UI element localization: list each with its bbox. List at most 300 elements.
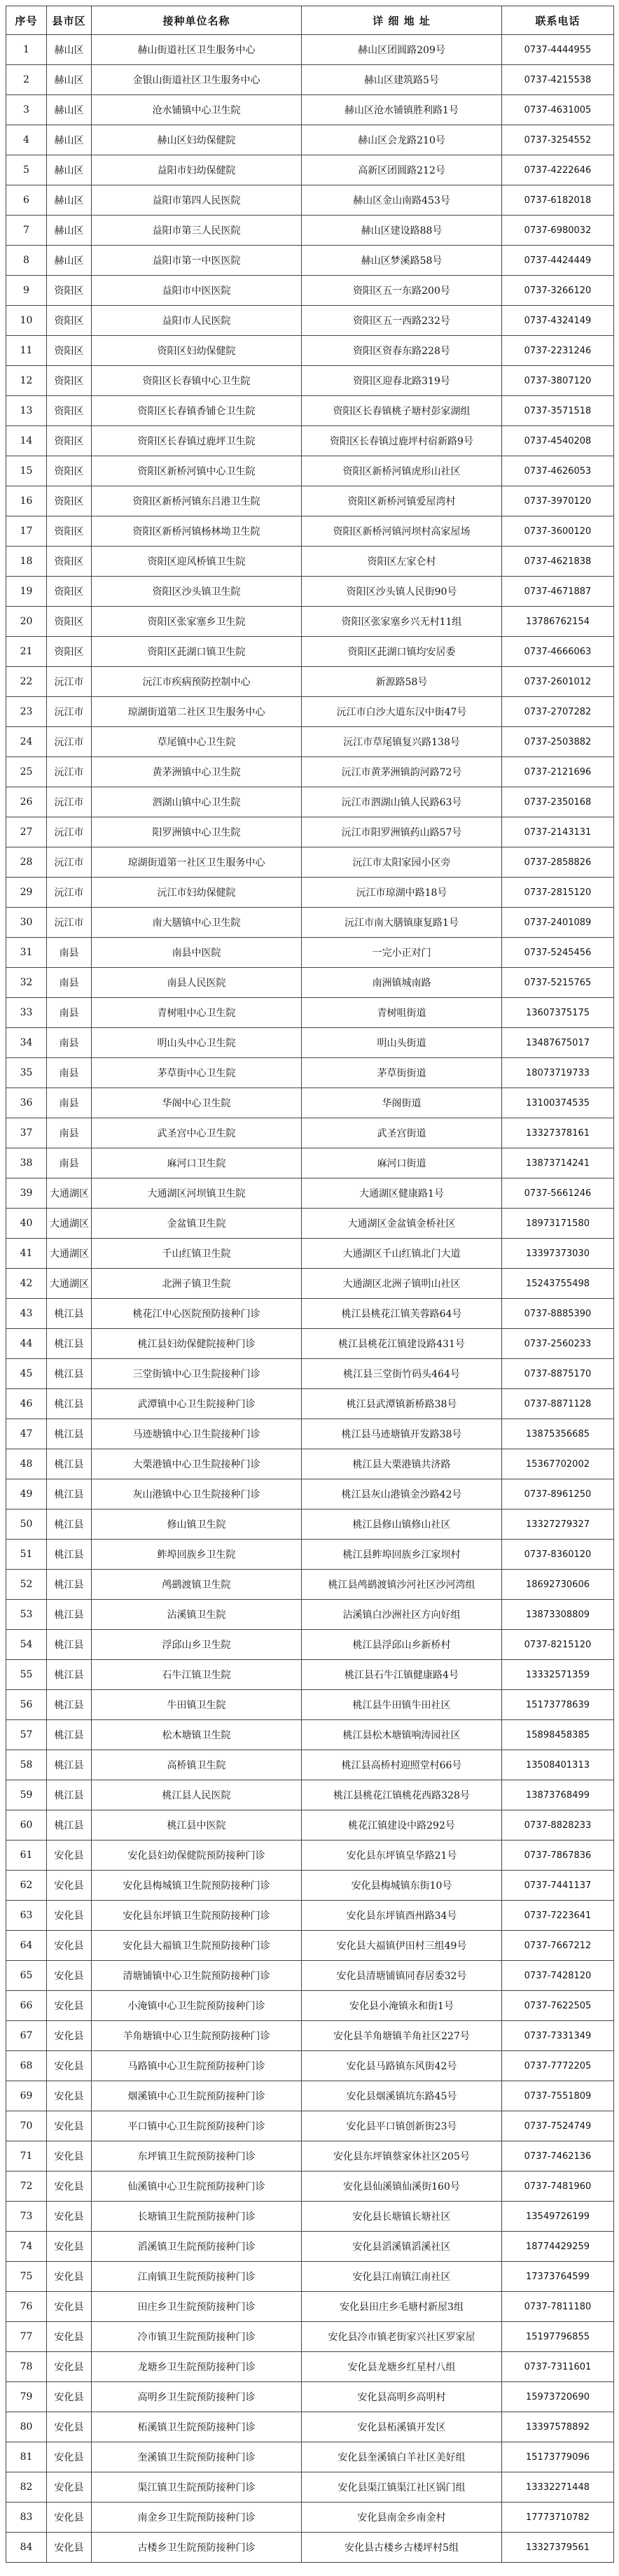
phone-cell: 0737-2121696 [502,757,614,787]
unit-name-cell: 明山头中心卫生院 [92,1028,302,1058]
serial-number-cell: 20 [6,607,47,637]
address-cell: 资阳区茈湖口镇均安居委 [302,637,502,667]
phone-cell: 0737-7667212 [502,1931,614,1961]
district-cell: 南县 [47,968,92,998]
district-cell: 赫山区 [47,185,92,216]
phone-cell: 17373764599 [502,2262,614,2292]
serial-number-cell: 26 [6,787,47,817]
table-row [6,35,614,65]
header-serial-number: 序号 [6,6,47,35]
table-row [6,2172,614,2202]
table-row [6,1570,614,1600]
district-cell: 沅江市 [47,757,92,787]
table-row [6,2262,614,2292]
district-cell: 桃江县 [47,1359,92,1389]
address-cell: 大通湖区健康路1号 [302,1178,502,1209]
address-cell: 资阳区张家塞乡兴无村11组 [302,607,502,637]
table-header [6,6,614,35]
serial-number-cell: 4 [6,125,47,155]
unit-name-cell: 龙塘乡卫生院预防接种门诊 [92,2352,302,2382]
district-cell: 赫山区 [47,246,92,276]
district-cell: 资阳区 [47,456,92,486]
phone-cell: 0737-2858826 [502,847,614,878]
phone-cell: 13786762154 [502,607,614,637]
phone-cell: 0737-7772205 [502,2051,614,2081]
phone-cell: 0737-7331349 [502,2021,614,2051]
unit-name-cell: 桃花江中心医院预防接种门诊 [92,1299,302,1329]
table-row [6,1389,614,1419]
table-row [6,1540,614,1570]
unit-name-cell: 长塘镇卫生院预防接种门诊 [92,2202,302,2232]
table-row [6,2232,614,2262]
unit-name-cell: 麻河口卫生院 [92,1148,302,1178]
table-row [6,1871,614,1901]
unit-name-cell: 资阳区长春镇过鹿坪卫生院 [92,426,302,456]
address-cell: 安化县清塘铺镇同春居委32号 [302,1961,502,1991]
unit-name-cell: 马路镇中心卫生院预防接种门诊 [92,2051,302,2081]
district-cell: 安化县 [47,2352,92,2382]
address-cell: 安化县梅城镇东街10号 [302,1871,502,1901]
serial-number-cell: 55 [6,1660,47,1690]
table-row [6,1359,614,1389]
table-row [6,2081,614,2111]
district-cell: 桃江县 [47,1509,92,1540]
address-cell: 安化县高明乡高明村 [302,2382,502,2412]
address-cell: 武圣宫街道 [302,1118,502,1148]
phone-cell: 0737-3254552 [502,125,614,155]
address-cell: 沅江市南大膳镇康复路1号 [302,908,502,938]
district-cell: 安化县 [47,2172,92,2202]
address-cell: 桃江县桃花江镇桃花西路328号 [302,1780,502,1810]
phone-cell: 0737-8215120 [502,1630,614,1660]
address-cell: 赫山区建设路88号 [302,216,502,246]
address-cell: 资阳区长春镇桃子塘村彭家湖组 [302,396,502,426]
address-cell: 安化县小淹镇永和街1号 [302,1991,502,2021]
phone-cell: 0737-4215538 [502,65,614,95]
unit-name-cell: 柘溪镇卫生院预防接种门诊 [92,2412,302,2442]
table-row [6,1690,614,1720]
table-row [6,2202,614,2232]
address-cell: 安化县冷市镇老街家兴社区罗家屋 [302,2322,502,2352]
address-cell: 安化县东坪镇蔡家休社区205号 [302,2141,502,2172]
serial-number-cell: 2 [6,65,47,95]
serial-number-cell: 78 [6,2352,47,2382]
serial-number-cell: 57 [6,1720,47,1750]
table-row [6,1961,614,1991]
unit-name-cell: 三堂街镇中心卫生院接种门诊 [92,1359,302,1389]
table-row [6,1269,614,1299]
phone-cell: 13332571359 [502,1660,614,1690]
table-row [6,1239,614,1269]
address-cell: 安化县长塘镇长塘社区 [302,2202,502,2232]
table-row [6,1419,614,1449]
table-row [6,516,614,547]
phone-cell: 0737-7462136 [502,2141,614,2172]
serial-number-cell: 79 [6,2382,47,2412]
table-row [6,2412,614,2442]
serial-number-cell: 23 [6,697,47,727]
table-row [6,637,614,667]
district-cell: 桃江县 [47,1389,92,1419]
district-cell: 南县 [47,1148,92,1178]
phone-cell: 0737-3266120 [502,276,614,306]
address-cell: 安化县烟溪镇坑东路45号 [302,2081,502,2111]
serial-number-cell: 3 [6,95,47,125]
table-row [6,336,614,366]
address-cell: 安化县南金乡南金村 [302,2503,502,2533]
unit-name-cell: 草尾镇中心卫生院 [92,727,302,757]
unit-name-cell: 田庄乡卫生院预防接种门诊 [92,2292,302,2322]
phone-cell: 0737-5215765 [502,968,614,998]
unit-name-cell: 资阳区张家塞乡卫生院 [92,607,302,637]
table-row [6,65,614,95]
phone-cell: 15173778639 [502,1690,614,1720]
phone-cell: 0737-4222646 [502,155,614,185]
phone-cell: 0737-4444955 [502,35,614,65]
district-cell: 资阳区 [47,607,92,637]
phone-cell: 0737-2601012 [502,667,614,697]
unit-name-cell: 益阳市中医医院 [92,276,302,306]
district-cell: 安化县 [47,2111,92,2141]
table-row [6,2442,614,2472]
address-cell: 安化县柘溪镇开发区 [302,2412,502,2442]
serial-number-cell: 33 [6,998,47,1028]
phone-cell: 0737-7481960 [502,2172,614,2202]
district-cell: 安化县 [47,2472,92,2503]
district-cell: 大通湖区 [47,1269,92,1299]
address-cell: 安化县仙溪镇仙溪街160号 [302,2172,502,2202]
serial-number-cell: 40 [6,1209,47,1239]
table-row [6,1600,614,1630]
phone-cell: 0737-3600120 [502,516,614,547]
phone-cell: 13100374535 [502,1088,614,1118]
serial-number-cell: 67 [6,2021,47,2051]
unit-name-cell: 小淹镇中心卫生院预防接种门诊 [92,1991,302,2021]
unit-name-cell: 琼湖街道第二社区卫生服务中心 [92,697,302,727]
district-cell: 安化县 [47,2202,92,2232]
serial-number-cell: 32 [6,968,47,998]
phone-cell: 0737-8885390 [502,1299,614,1329]
serial-number-cell: 31 [6,938,47,968]
unit-name-cell: 益阳市妇幼保健院 [92,155,302,185]
unit-name-cell: 益阳市第一中医医院 [92,246,302,276]
phone-cell: 0737-5245456 [502,938,614,968]
unit-name-cell: 桃江县人民医院 [92,1780,302,1810]
table-row [6,1299,614,1329]
district-cell: 南县 [47,998,92,1028]
phone-cell: 0737-6182018 [502,185,614,216]
table-body [6,35,614,2563]
serial-number-cell: 36 [6,1088,47,1118]
serial-number-cell: 24 [6,727,47,757]
serial-number-cell: 54 [6,1630,47,1660]
address-cell: 资阳区新桥河镇爱屋湾村 [302,486,502,516]
address-cell: 桃江县修山镇修山社区 [302,1509,502,1540]
district-cell: 南县 [47,1028,92,1058]
unit-name-cell: 渠江镇卫生院预防接种门诊 [92,2472,302,2503]
table-row [6,1058,614,1088]
address-cell: 新源路58号 [302,667,502,697]
unit-name-cell: 沅江市疾病预防控制中心 [92,667,302,697]
table-row [6,998,614,1028]
serial-number-cell: 30 [6,908,47,938]
address-cell: 赫山区团圆路209号 [302,35,502,65]
district-cell: 桃江县 [47,1660,92,1690]
table-row [6,246,614,276]
phone-cell: 0737-2815120 [502,878,614,908]
table-row [6,1660,614,1690]
address-cell: 沾溪镇白沙洲社区方向好组 [302,1600,502,1630]
address-cell: 安化县平口镇创新街23号 [302,2111,502,2141]
unit-name-cell: 奎溪镇卫生院预防接种门诊 [92,2442,302,2472]
unit-name-cell: 千山红镇卫生院 [92,1239,302,1269]
phone-cell: 0737-3571518 [502,396,614,426]
table-row [6,757,614,787]
vaccination-sites-table [6,6,614,2563]
phone-cell: 0737-8871128 [502,1389,614,1419]
district-cell: 安化县 [47,2021,92,2051]
serial-number-cell: 77 [6,2322,47,2352]
district-cell: 桃江县 [47,1810,92,1840]
unit-name-cell: 资阳区长春镇香铺仑卫生院 [92,396,302,426]
address-cell: 茅草街街道 [302,1058,502,1088]
address-cell: 安化县羊角塘镇羊角社区227号 [302,2021,502,2051]
table-row [6,2111,614,2141]
table-row [6,2472,614,2503]
address-cell: 桃江县灰山港镇金沙路42号 [302,1479,502,1509]
phone-cell: 0737-3970120 [502,486,614,516]
phone-cell: 0737-7811180 [502,2292,614,2322]
table-row [6,1479,614,1509]
unit-name-cell: 金盆镇卫生院 [92,1209,302,1239]
unit-name-cell: 琼湖街道第一社区卫生服务中心 [92,847,302,878]
address-cell: 桃江县马迹塘镇开发路38号 [302,1419,502,1449]
serial-number-cell: 41 [6,1239,47,1269]
serial-number-cell: 34 [6,1028,47,1058]
table-row [6,968,614,998]
district-cell: 沅江市 [47,727,92,757]
address-cell: 桃江县松木塘镇响涛园社区 [302,1720,502,1750]
serial-number-cell: 62 [6,1871,47,1901]
district-cell: 桃江县 [47,1449,92,1479]
unit-name-cell: 平口镇中心卫生院预防接种门诊 [92,2111,302,2141]
serial-number-cell: 63 [6,1901,47,1931]
district-cell: 赫山区 [47,35,92,65]
phone-cell: 0737-4626053 [502,456,614,486]
serial-number-cell: 73 [6,2202,47,2232]
table-row [6,1088,614,1118]
header-phone: 联系电话 [502,6,614,35]
address-cell: 桃江县桃花江镇芙蓉路64号 [302,1299,502,1329]
address-cell: 高新区团圆路212号 [302,155,502,185]
phone-cell: 0737-4324149 [502,306,614,336]
address-cell: 安化县渠江镇渠江社区锅门组 [302,2472,502,2503]
district-cell: 资阳区 [47,426,92,456]
serial-number-cell: 38 [6,1148,47,1178]
district-cell: 安化县 [47,1931,92,1961]
address-cell: 大通湖区北洲子镇明山社区 [302,1269,502,1299]
table-row [6,1509,614,1540]
unit-name-cell: 浮邱山乡卫生院 [92,1630,302,1660]
phone-cell: 0737-3807120 [502,366,614,396]
unit-name-cell: 江南镇卫生院预防接种门诊 [92,2262,302,2292]
phone-cell: 0737-2350168 [502,787,614,817]
phone-cell: 0737-4424449 [502,246,614,276]
serial-number-cell: 5 [6,155,47,185]
phone-cell: 0737-4666063 [502,637,614,667]
phone-cell: 13549726199 [502,2202,614,2232]
table-row [6,1028,614,1058]
address-cell: 赫山区建筑路5号 [302,65,502,95]
district-cell: 沅江市 [47,787,92,817]
unit-name-cell: 南金乡卫生院预防接种门诊 [92,2503,302,2533]
phone-cell: 13487675017 [502,1028,614,1058]
table-row [6,1209,614,1239]
phone-cell: 0737-7867836 [502,1840,614,1871]
table-row [6,1148,614,1178]
serial-number-cell: 44 [6,1329,47,1359]
district-cell: 南县 [47,938,92,968]
table-row [6,667,614,697]
district-cell: 安化县 [47,2503,92,2533]
serial-number-cell: 52 [6,1570,47,1600]
district-cell: 桃江县 [47,1600,92,1630]
table-row [6,456,614,486]
district-cell: 赫山区 [47,95,92,125]
address-cell: 桃江县武潭镇新桥路38号 [302,1389,502,1419]
address-cell: 赫山区沧水铺镇胜利路1号 [302,95,502,125]
unit-name-cell: 武潭镇中心卫生院接种门诊 [92,1389,302,1419]
serial-number-cell: 65 [6,1961,47,1991]
phone-cell: 0737-2401089 [502,908,614,938]
table-row [6,2503,614,2533]
serial-number-cell: 81 [6,2442,47,2472]
unit-name-cell: 牛田镇卫生院 [92,1690,302,1720]
table-row [6,1720,614,1750]
unit-name-cell: 益阳市人民医院 [92,306,302,336]
serial-number-cell: 68 [6,2051,47,2081]
phone-cell: 0737-7428120 [502,1961,614,1991]
unit-name-cell: 资阳区新桥河镇东吕港卫生院 [92,486,302,516]
table-row [6,306,614,336]
phone-cell: 15243755498 [502,1269,614,1299]
phone-cell: 13397578892 [502,2412,614,2442]
unit-name-cell: 资阳区妇幼保健院 [92,336,302,366]
serial-number-cell: 42 [6,1269,47,1299]
district-cell: 桃江县 [47,1570,92,1600]
phone-cell: 0737-8875170 [502,1359,614,1389]
phone-cell: 0737-7441137 [502,1871,614,1901]
phone-cell: 13873308809 [502,1600,614,1630]
district-cell: 安化县 [47,2232,92,2262]
district-cell: 赫山区 [47,65,92,95]
unit-name-cell: 安化县大福镇卫生院预防接种门诊 [92,1931,302,1961]
district-cell: 安化县 [47,1961,92,1991]
serial-number-cell: 46 [6,1389,47,1419]
header-address: 详 细 地 址 [302,6,502,35]
table-row [6,727,614,757]
district-cell: 资阳区 [47,637,92,667]
district-cell: 资阳区 [47,577,92,607]
district-cell: 南县 [47,1058,92,1088]
district-cell: 桃江县 [47,1419,92,1449]
table-row [6,366,614,396]
serial-number-cell: 76 [6,2292,47,2322]
address-cell: 桃江县大栗港镇共济路 [302,1449,502,1479]
district-cell: 安化县 [47,2322,92,2352]
table-row [6,607,614,637]
serial-number-cell: 72 [6,2172,47,2202]
table-row [6,1178,614,1209]
district-cell: 赫山区 [47,216,92,246]
serial-number-cell: 82 [6,2472,47,2503]
serial-number-cell: 28 [6,847,47,878]
serial-number-cell: 14 [6,426,47,456]
district-cell: 桃江县 [47,1690,92,1720]
district-cell: 安化县 [47,1871,92,1901]
header-district: 县市区 [47,6,92,35]
serial-number-cell: 56 [6,1690,47,1720]
address-cell: 安化县古楼乡古楼坪村5组 [302,2533,502,2563]
phone-cell: 0737-5661246 [502,1178,614,1209]
serial-number-cell: 59 [6,1780,47,1810]
district-cell: 南县 [47,1118,92,1148]
serial-number-cell: 37 [6,1118,47,1148]
serial-number-cell: 16 [6,486,47,516]
table-row [6,1901,614,1931]
district-cell: 桃江县 [47,1750,92,1780]
serial-number-cell: 50 [6,1509,47,1540]
table-row [6,1449,614,1479]
address-cell: 大通湖区千山红镇北门大道 [302,1239,502,1269]
district-cell: 安化县 [47,2051,92,2081]
address-cell: 桃江县牛田镇牛田社区 [302,1690,502,1720]
unit-name-cell: 益阳市第三人民医院 [92,216,302,246]
address-cell: 资阳区长春镇过鹿坪村宿新路9号 [302,426,502,456]
table-row [6,486,614,516]
unit-name-cell: 修山镇卫生院 [92,1509,302,1540]
serial-number-cell: 15 [6,456,47,486]
district-cell: 安化县 [47,2141,92,2172]
address-cell: 安化县东坪镇酉州路34号 [302,1901,502,1931]
address-cell: 资阳区新桥河镇河坝村高家屋场 [302,516,502,547]
table-row [6,2352,614,2382]
phone-cell: 13875356685 [502,1419,614,1449]
serial-number-cell: 19 [6,577,47,607]
serial-number-cell: 1 [6,35,47,65]
serial-number-cell: 27 [6,817,47,847]
phone-cell: 15898458385 [502,1720,614,1750]
district-cell: 安化县 [47,2533,92,2563]
serial-number-cell: 75 [6,2262,47,2292]
district-cell: 赫山区 [47,155,92,185]
table-row [6,216,614,246]
unit-name-cell: 大栗港镇中心卫生院接种门诊 [92,1449,302,1479]
address-cell: 青树咀街道 [302,998,502,1028]
serial-number-cell: 39 [6,1178,47,1209]
unit-name-cell: 安化县妇幼保健院预防接种门诊 [92,1840,302,1871]
table-row [6,817,614,847]
district-cell: 安化县 [47,2262,92,2292]
unit-name-cell: 阳罗洲镇中心卫生院 [92,817,302,847]
unit-name-cell: 青树咀中心卫生院 [92,998,302,1028]
district-cell: 安化县 [47,1991,92,2021]
phone-cell: 0737-7223641 [502,1901,614,1931]
address-cell: 沅江市阳罗洲镇药山路57号 [302,817,502,847]
unit-name-cell: 黄茅洲镇中心卫生院 [92,757,302,787]
table-row [6,95,614,125]
unit-name-cell: 安化县东坪镇卫生院预防接种门诊 [92,1901,302,1931]
